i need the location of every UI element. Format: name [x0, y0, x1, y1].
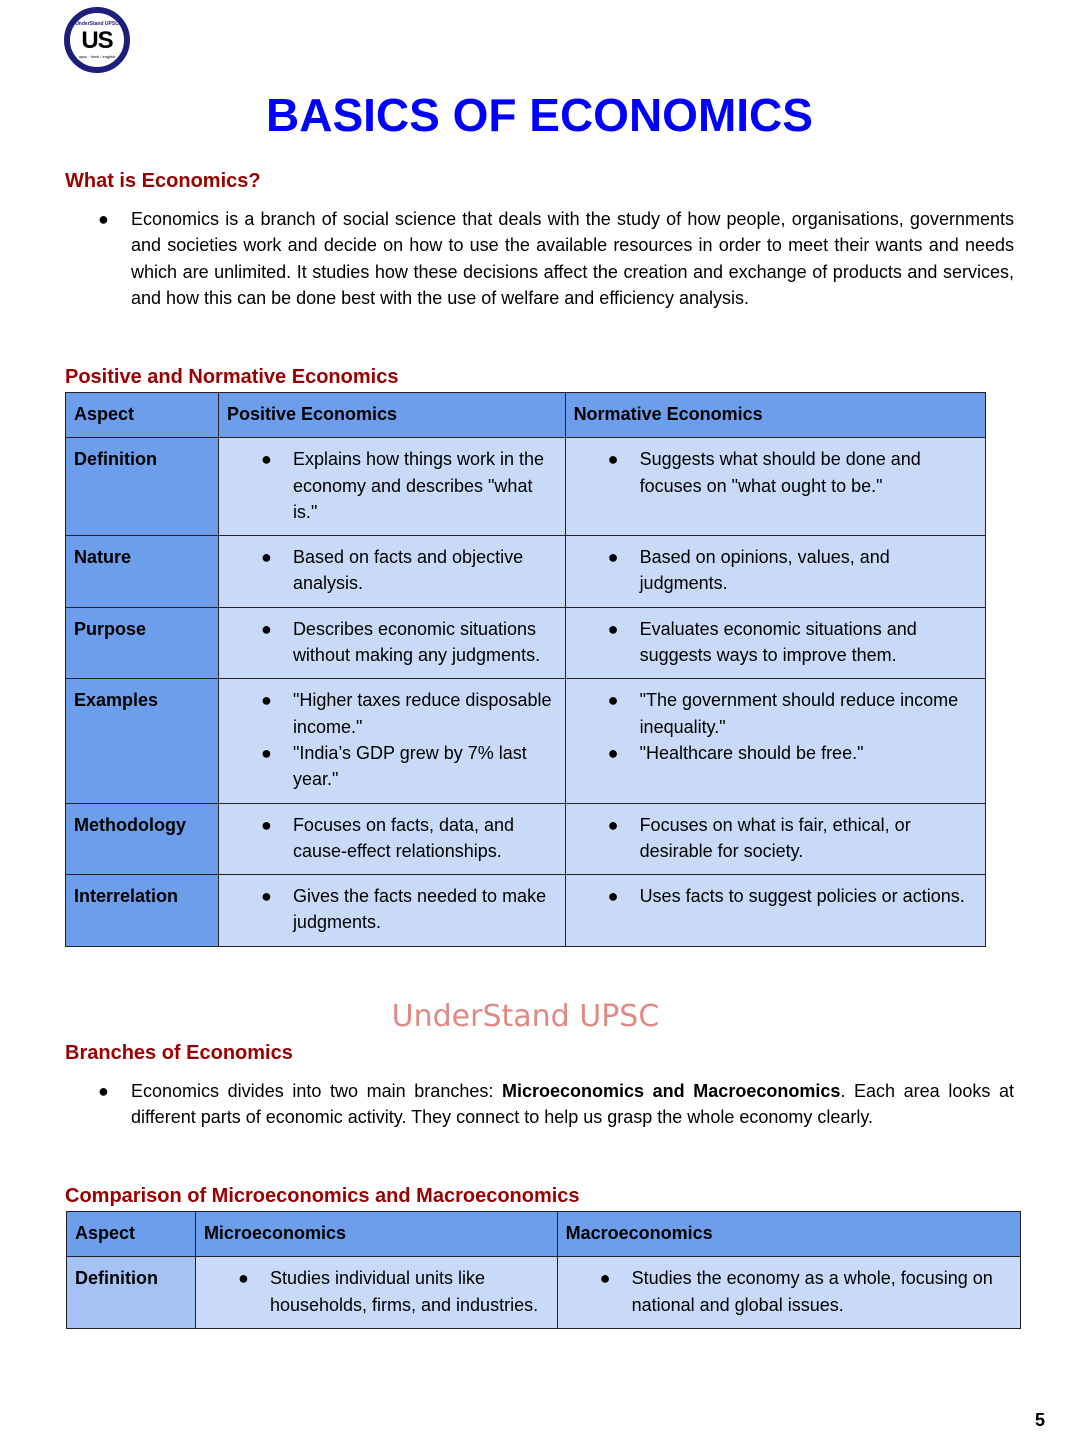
normative-cell: [565, 875, 985, 947]
list-item: [566, 1265, 1012, 1318]
header-macro: Macroeconomics: [557, 1212, 1020, 1257]
bullet-icon: ●: [607, 742, 619, 763]
bullet-list: [227, 812, 557, 865]
bullet-icon: ●: [98, 1081, 109, 1101]
bullet-icon: ●: [260, 547, 272, 568]
bullet-text-bold: Microeconomics and Macroeconomics: [501, 1081, 841, 1101]
table-row: [66, 607, 986, 679]
header-aspect: Aspect: [66, 393, 219, 438]
list-item: [574, 812, 977, 865]
heading-branches: Branches of Economics: [65, 1042, 293, 1064]
header-aspect: Aspect: [67, 1212, 196, 1257]
logo: [64, 7, 130, 73]
bullet-list: [574, 883, 977, 909]
table-row: [66, 803, 986, 875]
positive-cell: [218, 803, 565, 875]
positive-cell: [218, 438, 565, 536]
heading-comparison: Comparison of Microeconomics and Macroeconomics: [65, 1185, 580, 1207]
table-header-row: [67, 1212, 1021, 1257]
bullet-icon: ●: [607, 886, 619, 907]
bullet-list: [574, 544, 977, 597]
list-item-text: "Higher taxes reduce disposable income.": [292, 690, 552, 737]
bullet-icon: ●: [607, 449, 619, 470]
logo-top-text: UnderStand UPSC: [75, 20, 119, 27]
bullet-icon: ●: [260, 814, 272, 835]
table-header-row: [66, 393, 986, 438]
list-item-text: Explains how things work in the economy and describes "what is.": [292, 449, 545, 522]
bullet-list: [574, 446, 977, 499]
header-positive: Positive Economics: [218, 393, 565, 438]
list-item: [574, 883, 977, 909]
macro-cell: [557, 1257, 1020, 1329]
bullet-icon: ●: [607, 690, 619, 711]
page-number: 5: [1034, 1410, 1045, 1430]
list-item-text: "India’s GDP grew by 7% last year.": [292, 742, 527, 790]
watermark: UnderStand UPSC: [391, 999, 660, 1034]
table-row: [66, 679, 986, 803]
list-item: [227, 812, 557, 865]
micro-cell: [195, 1257, 557, 1329]
bullet-icon: ●: [237, 1268, 249, 1289]
bullet-icon: ●: [260, 690, 272, 711]
list-item-text: "The government should reduce income inequality.": [639, 690, 959, 737]
aspect-cell: Examples: [66, 679, 219, 803]
bullet-list: [227, 544, 557, 597]
normative-cell: [565, 803, 985, 875]
header-micro: Microeconomics: [195, 1212, 557, 1257]
list-item-text: Gives the facts needed to make judgments.: [292, 886, 547, 933]
normative-cell: [565, 438, 985, 536]
bullet-list: [204, 1265, 549, 1318]
aspect-cell: Purpose: [66, 607, 219, 679]
bullet-list: [227, 883, 557, 936]
list-item: [227, 446, 557, 525]
header-normative: Normative Economics: [565, 393, 985, 438]
bullet-text: [131, 1078, 1014, 1131]
positive-cell: [218, 875, 565, 947]
list-item-text: Describes economic situations without making any judgments.: [292, 618, 541, 666]
bullet-text: Economics is a branch of social science that deals with the study of how people, organisations, governments and societies work and decide on how to use the available resources in order to meet their wants and needs which are unlimited. It studies how these decisions affect the creation and exchange of products and services, and how this can be done best with the use of welfare and efficiency analysis.: [131, 209, 1014, 308]
list-item-text: Suggests what should be done and focuses on "what ought to be.": [639, 449, 921, 496]
table-row: [66, 438, 986, 536]
what-is-economics-bullet: [98, 206, 1014, 311]
list-item-text: Studies the economy as a whole, focusing on national and global issues.: [631, 1268, 993, 1315]
bullet-list: [574, 616, 977, 669]
list-item: [227, 616, 557, 669]
list-item-text: Focuses on facts, data, and cause-effect relationships.: [292, 814, 515, 861]
list-item: [227, 883, 557, 936]
positive-cell: [218, 536, 565, 608]
bullet-icon: ●: [599, 1268, 611, 1289]
bullet-icon: ●: [260, 449, 272, 470]
bullet-list: [227, 687, 557, 792]
micro-macro-table: [66, 1211, 1021, 1329]
bullet-icon: ●: [260, 742, 272, 763]
table-row: [66, 536, 986, 608]
bullet-icon: ●: [607, 618, 619, 639]
list-item: [574, 544, 977, 597]
aspect-cell: Methodology: [66, 803, 219, 875]
bullet-list: [227, 616, 557, 669]
heading-positive-normative: Positive and Normative Economics: [65, 366, 399, 388]
branches-bullet: [98, 1078, 1014, 1131]
logo-main-text: US: [81, 26, 113, 54]
list-item-text: Evaluates economic situations and suggests ways to improve them.: [639, 618, 917, 666]
list-item-text: Based on opinions, values, and judgments.: [639, 547, 890, 594]
list-item: [574, 687, 977, 740]
bullet-icon: ●: [607, 814, 619, 835]
list-item: [574, 740, 977, 766]
aspect-cell: Interrelation: [66, 875, 219, 947]
list-item: [204, 1265, 549, 1318]
list-item-text: Based on facts and objective analysis.: [292, 547, 524, 594]
aspect-cell: Nature: [66, 536, 219, 608]
list-item-text: "Healthcare should be free.": [639, 742, 864, 763]
bullet-icon: ●: [98, 209, 109, 229]
bullet-list: [574, 687, 977, 766]
normative-cell: [565, 536, 985, 608]
bullet-icon: ●: [260, 886, 272, 907]
aspect-cell: Definition: [67, 1257, 196, 1329]
list-item: [227, 544, 557, 597]
bullet-text-post: . Each area looks at different parts of economic activity. They connect to help us grasp the whole economy clearly.: [131, 1081, 1014, 1128]
positive-cell: [218, 679, 565, 803]
heading-what-is-economics: What is Economics?: [65, 170, 261, 192]
positive-normative-table: [65, 392, 986, 947]
bullet-icon: ●: [607, 547, 619, 568]
list-item-text: Uses facts to suggest policies or actions.: [639, 886, 965, 907]
list-item-text: Studies individual units like households, firms, and industries.: [269, 1268, 539, 1315]
list-item: [227, 740, 557, 793]
list-item-text: Focuses on what is fair, ethical, or desirable for society.: [639, 814, 911, 861]
bullet-list: [566, 1265, 1012, 1318]
list-item: [574, 616, 977, 669]
aspect-cell: Definition: [66, 438, 219, 536]
list-item: [574, 446, 977, 499]
normative-cell: [565, 679, 985, 803]
bullet-text-pre: Economics divides into two main branches:: [131, 1081, 502, 1101]
bullet-list: [574, 812, 977, 865]
page-title: BASICS OF ECONOMICS: [266, 89, 813, 141]
logo-bottom-text: upsc · hindi / english: [78, 53, 116, 59]
bullet-list: [227, 446, 557, 525]
list-item: [227, 687, 557, 740]
bullet-icon: ●: [260, 618, 272, 639]
table-row: [67, 1257, 1021, 1329]
positive-cell: [218, 607, 565, 679]
normative-cell: [565, 607, 985, 679]
table-row: [66, 875, 986, 947]
